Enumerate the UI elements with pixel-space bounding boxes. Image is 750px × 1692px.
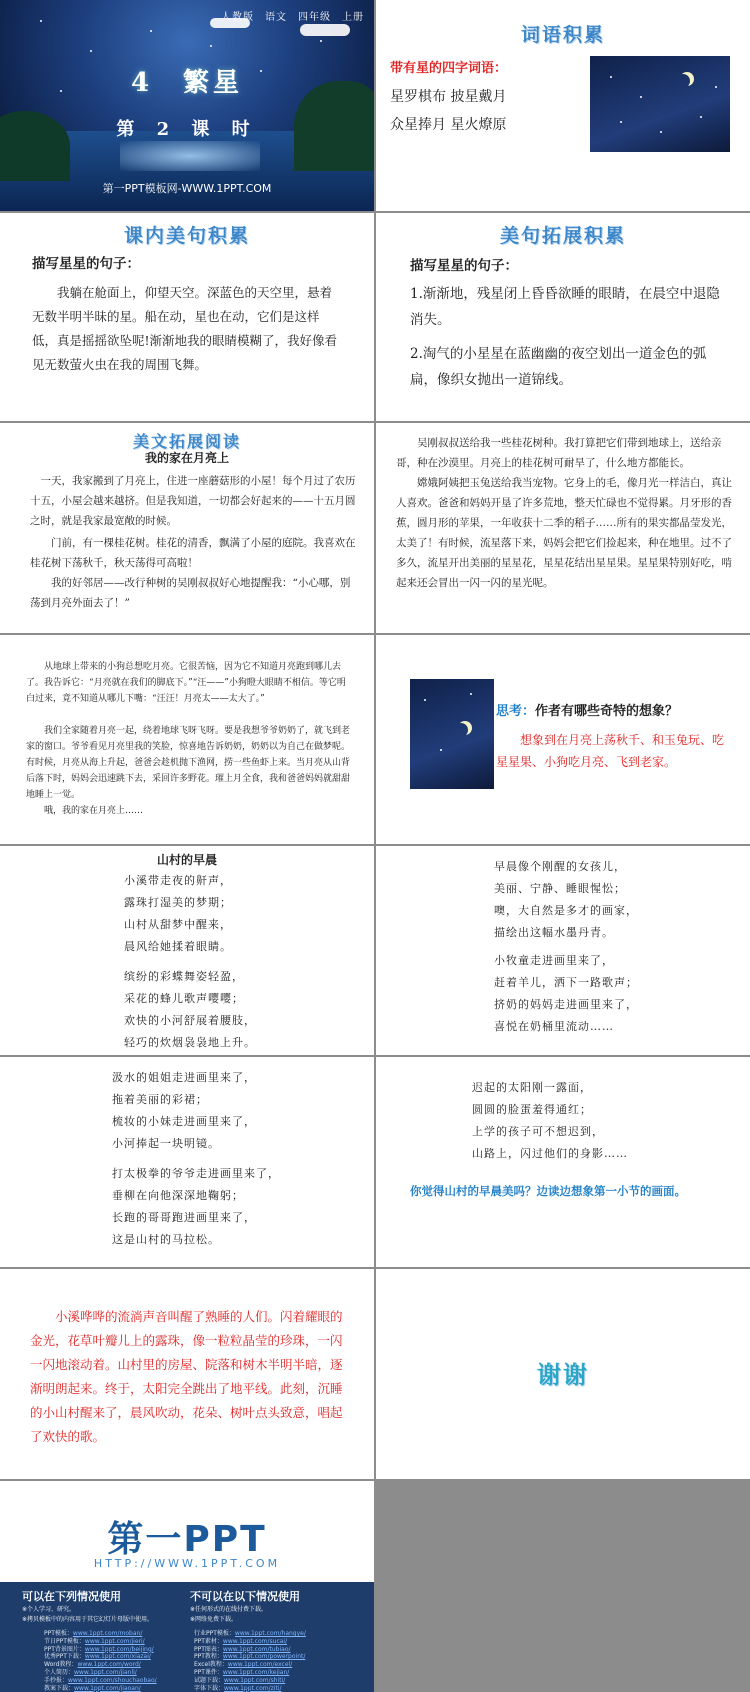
- poem-line: 圆圆的脸蛋羞得通红；: [472, 1103, 592, 1116]
- resource-link-row: [194, 1685, 306, 1692]
- resource-link-row: [194, 1661, 306, 1669]
- poem-line: 山路上，闪过他们的身影……: [472, 1147, 628, 1160]
- poem-line: 汲水的姐姐走进画里来了，: [112, 1071, 256, 1084]
- resource-link-label: 试题下载：: [194, 1676, 225, 1684]
- resource-link[interactable]: www.1ppt.com/beijing/: [84, 1645, 154, 1653]
- poem-line: 梳妆的小妹走进画里来了，: [112, 1115, 256, 1128]
- slide-license: [0, 1481, 374, 1692]
- resource-link-label: PPT教程：: [194, 1653, 223, 1661]
- slide-title: [0, 0, 374, 211]
- resource-link-row: [194, 1638, 306, 1646]
- can-use-1: ※个人学习、研究。: [22, 1606, 76, 1613]
- resource-link-label: PPT模板：: [44, 1630, 73, 1637]
- story-para-2: 门前，有一棵桂花树。桂花的清香，飘满了小屋的庭院。我喜欢在桂花树下荡秋千，秋天荡得可高啦！: [30, 537, 356, 569]
- resource-link-row: [44, 1630, 157, 1638]
- resource-link-label: PPT素材：: [194, 1637, 223, 1645]
- story-para-4: 吴刚叔叔送给我一些桂花树种。我打算把它们带到地球上，送给亲哥，种在沙漠里。月亮上的桂花树可耐旱了，什么地方都能长。: [396, 437, 722, 469]
- story-para-5: 嫦娥阿姨把玉兔送给我当宠物。它身上的毛，像月光一样洁白，真让人喜欢。爸爸和妈妈开垦了许多荒地，整天忙碌也不觉得累。月牙形的香蕉，圆月形的苹果，一年收获十二季的稻子……所有的果实都晶莹发光，太美了！有时候，流星落下来，妈妈会把它们捡起来，种在地里。过不了多久，流星开出美丽的星星花，星星花结出星星果。星星果特别好吃，啃起来还会冒出一闪一闪的星光呢。: [396, 477, 732, 589]
- slide-poem-3: [0, 1057, 374, 1267]
- story-para-8: 哦，我的家在月亮上……: [44, 806, 144, 816]
- poem-line: 早晨像个刚醒的女孩儿，: [494, 860, 626, 873]
- resource-link-label: 节日PPT模板：: [44, 1637, 85, 1645]
- resource-link[interactable]: www.1ppt.com/jianli/: [74, 1668, 137, 1676]
- poem-line: 上学的孩子可不想迟到，: [472, 1125, 604, 1138]
- resource-link[interactable]: www.1ppt.com/hangye/: [234, 1630, 306, 1637]
- lesson-title: 4 繁星: [130, 68, 244, 98]
- moon-night-image: [410, 679, 494, 789]
- resource-link[interactable]: www.1ppt.com/sucai/: [222, 1637, 288, 1645]
- resource-link-label: 教案下载：: [44, 1684, 75, 1692]
- poem-question: 你觉得山村的早晨美吗？边读边想象第一小节的画面。: [410, 1184, 686, 1198]
- sentence-2: 2.淘气的小星星在蓝幽幽的夜空划出一道金色的弧扁，像织女抛出一道锦线。: [410, 346, 707, 388]
- slide-heading: 美句拓展积累: [499, 225, 626, 247]
- resource-link[interactable]: www.1ppt.com/ziti/: [224, 1684, 282, 1692]
- vocab-line-2: 众星捧月 星火燎原: [390, 117, 507, 133]
- slide-sentences-in-text: [0, 213, 374, 421]
- resource-link[interactable]: www.1ppt.com/excel/: [227, 1661, 293, 1669]
- poem-line: 美丽、宁静、睡眼惺忪；: [494, 882, 626, 895]
- story-para-1: 一天，我家搬到了月亮上，住进一座蘑菇形的小屋！每个月过了农历十五，小屋会越来越挤。但是我知道，一切都会好起来的——十五月圆之时，就是我家最宽敞的时候。: [30, 475, 356, 527]
- resource-link-label: Excel教程：: [194, 1661, 228, 1669]
- poem-line: 采花的蜂儿歌声嘤嘤；: [124, 992, 244, 1005]
- poem-line: 垂柳在向他深深地鞠躬；: [112, 1189, 244, 1202]
- vocab-label: 带有星的四字词语：: [390, 61, 508, 76]
- think-answer: 想象到在月亮上荡秋千、和玉兔玩、吃星星果、小狗吃月亮、飞到老家。: [496, 733, 725, 769]
- poem-line: 小溪带走夜的鼾声，: [124, 874, 232, 887]
- resource-links-right: [194, 1630, 306, 1692]
- slide-vocabulary: [376, 0, 750, 211]
- resource-link[interactable]: www.1ppt.com/tubiao/: [222, 1645, 291, 1653]
- starry-sky-image: [590, 56, 730, 152]
- slide-reading-2: [376, 423, 750, 633]
- brand-logo: 第一PPT: [107, 1519, 267, 1560]
- slide-heading: 课内美句积累: [123, 225, 250, 247]
- sentence-label: 描写星星的句子：: [32, 256, 140, 272]
- resource-link-label: PPT背景图片：: [44, 1645, 85, 1653]
- slide-paragraph: [0, 1269, 374, 1479]
- resource-link-label: 手抄报：: [44, 1676, 69, 1684]
- poem-stanza-2: [494, 856, 638, 1038]
- brand-url: HTTP://WWW.1PPT.COM: [93, 1557, 281, 1570]
- resource-link[interactable]: www.1ppt.com/word/: [77, 1661, 141, 1669]
- resource-link-row: [194, 1669, 306, 1677]
- poem-line: 小牧童走进画里来了，: [494, 954, 614, 967]
- can-use-2: ※拷贝模板中的内容用于其它幻灯片母版中使用。: [22, 1616, 154, 1623]
- poem-line: 拖着美丽的彩裙；: [112, 1093, 208, 1106]
- poem-stanza-4: [472, 1077, 628, 1165]
- poem-line: 喜悦在奶桶里流动……: [494, 1020, 614, 1033]
- slide-heading: 美文拓展阅读: [132, 432, 241, 451]
- poem-line: 挤奶的妈妈走进画里来了，: [494, 998, 638, 1011]
- resource-link-row: [194, 1630, 306, 1638]
- resource-link-label: Word教程：: [44, 1661, 78, 1669]
- story-title: 我的家在月亮上: [144, 451, 229, 465]
- slide-poem-4: [376, 1057, 750, 1267]
- poem-line: 噢，大自然是多才的画家，: [494, 904, 638, 917]
- watermark: 第一PPT模板网-WWW.1PPT.COM: [102, 182, 272, 195]
- resource-link[interactable]: www.1ppt.com/moban/: [72, 1630, 143, 1637]
- resource-link-label: 字体下载：: [194, 1684, 225, 1692]
- license-footer: [0, 1582, 374, 1692]
- resource-link-row: [44, 1685, 157, 1692]
- sentence-1: 1.渐渐地，残星闭上昏昏欲睡的眼睛，在晨空中退隐消失。: [410, 286, 720, 328]
- edition-meta: 人教版 语文 四年级 上册: [221, 12, 364, 23]
- poem-line: 长跑的哥哥跑进画里来了，: [112, 1211, 256, 1224]
- cannot-use-2: ※网络免费下载。: [190, 1616, 238, 1623]
- resource-link-label: 行业PPT模板：: [194, 1630, 235, 1637]
- resource-link[interactable]: www.1ppt.com/jiaoan/: [74, 1684, 141, 1692]
- resource-link-row: [44, 1669, 157, 1677]
- resource-link-label: 个人简历：: [44, 1668, 75, 1676]
- resource-link[interactable]: www.1ppt.com/xiazai/: [84, 1653, 151, 1661]
- can-use-title: 可以在下列情况使用: [22, 1590, 121, 1603]
- slide-poem-2: [376, 846, 750, 1055]
- resource-links-left: [44, 1630, 157, 1692]
- resource-link-row: [44, 1661, 157, 1669]
- poem-line: 山村从甜梦中醒来，: [124, 918, 232, 931]
- slide-sentences-extended: [376, 213, 750, 421]
- poem-line: 打太极拳的爷爷走进画里来了，: [112, 1167, 280, 1180]
- poem-line: 晨风给她揉着眼睛。: [124, 940, 232, 953]
- resource-link-row: [44, 1638, 157, 1646]
- resource-link-row: [44, 1677, 157, 1685]
- story-para-3: 我的好邻居——改行种树的吴刚叔叔好心地提醒我：“小心哪，别荡到月亮外面去了！”: [30, 577, 351, 609]
- poem-line: 描绘出这幅水墨丹青。: [494, 926, 614, 939]
- poem-stanza-3: [112, 1067, 280, 1251]
- poem-line: 欢快的小河舒展着腰肢，: [124, 1014, 256, 1027]
- poem-line: 轻巧的炊烟袅袅地上升。: [124, 1036, 256, 1049]
- slide-heading: 词语积累: [520, 24, 605, 46]
- resource-link[interactable]: www.1ppt.com/powerpoint/: [222, 1653, 306, 1661]
- poem-stanza-1: [124, 870, 256, 1054]
- resource-link-label: PPT图表：: [194, 1645, 223, 1653]
- description-paragraph: 小溪哗哗的流淌声音叫醒了熟睡的人们。闪着耀眼的金光，花草叶瓣儿上的露珠，像一粒粒晶莹的珍珠，一闪一闪地滚动着。山村里的房屋、院落和树木半明半暗，逐渐明朗起来。终于，太阳完全跳出了地平线。此刻，沉睡的小山村醒来了，晨风吹动，花朵、树叶点头致意，唱起了欢快的歌。: [30, 1309, 343, 1444]
- slide-thanks: [376, 1269, 750, 1479]
- poem-line: 赶着羊儿，洒下一路歌声；: [494, 976, 638, 989]
- slide-thinking: [376, 635, 750, 844]
- resource-link[interactable]: www.1ppt.com/jieri/: [84, 1637, 145, 1645]
- resource-link[interactable]: www.1ppt.com/shiti/: [224, 1676, 286, 1684]
- resource-link[interactable]: www.1ppt.com/shouchaobao/: [68, 1676, 157, 1684]
- resource-link-label: PPT课件：: [194, 1668, 223, 1676]
- cannot-use-title: 不可以在以下情况使用: [190, 1590, 300, 1603]
- cannot-use-1: ※任何形式的在线付费下载。: [190, 1606, 268, 1613]
- resource-link-label: 优秀PPT下载：: [44, 1653, 85, 1661]
- think-label: 思考：: [496, 704, 536, 719]
- story-para-6: 从地球上带来的小狗总想吃月亮。它很苦恼，因为它不知道月亮跑到哪儿去了。我告诉它：“月亮就在我们的脚底下。”“汪——”小狗瞪大眼睛不相信。等它明白过来，竟不知道从哪儿下嘴：“汪汪！月亮太——太大了。”: [26, 662, 346, 704]
- resource-link[interactable]: www.1ppt.com/kejian/: [222, 1668, 290, 1676]
- sentence-label: 描写星星的句子：: [410, 258, 518, 274]
- lesson-period: 第 2 课 时: [116, 119, 258, 140]
- poem-line: 这是山村的马拉松。: [112, 1233, 220, 1246]
- poem-title: 山村的早晨: [156, 853, 217, 867]
- think-question: 作者有哪些奇特的想象？: [535, 704, 679, 719]
- resource-link-row: [194, 1677, 306, 1685]
- poem-line: 小河捧起一块明镜。: [112, 1137, 220, 1150]
- thanks-text: 谢谢: [537, 1360, 589, 1389]
- slide-poem-1: [0, 846, 374, 1055]
- empty-cell: [376, 1481, 750, 1692]
- poem-line: 迟起的太阳刚一露面，: [472, 1081, 592, 1094]
- vocab-line-1: 星罗棋布 披星戴月: [390, 89, 507, 105]
- story-para-7: 我们全家随着月亮一起，绕着地球飞呀飞呀。要是我想爷爷奶奶了，就飞到老家的窗口。爷爷看见月亮里我的笑脸，惊喜地告诉奶奶，奶奶以为自己在做梦呢。有时候，月亮从海上升起，爸爸会趁机抛下渔网，捞一些鱼虾上来。当月亮从山背后落下时，妈妈会迅速跳下去，采回许多野花。璀上月全食，我和爸爸妈妈就甜甜地睡上一觉。: [26, 726, 351, 800]
- slide-reading-3: [0, 635, 374, 844]
- slide-reading-1: [0, 423, 374, 633]
- poem-line: 缤纷的彩蝶舞姿轻盈，: [124, 970, 244, 983]
- sentence-paragraph: 我躺在舱面上，仰望天空。深蓝色的天空里，悬着无数半明半昧的星。船在动，星也在动，它们是这样低，真是摇摇欲坠呢!渐渐地我的眼睛模糊了，我好像看见无数萤火虫在我的周围飞舞。: [32, 285, 338, 372]
- poem-line: 露珠打湿美的梦期；: [124, 896, 232, 909]
